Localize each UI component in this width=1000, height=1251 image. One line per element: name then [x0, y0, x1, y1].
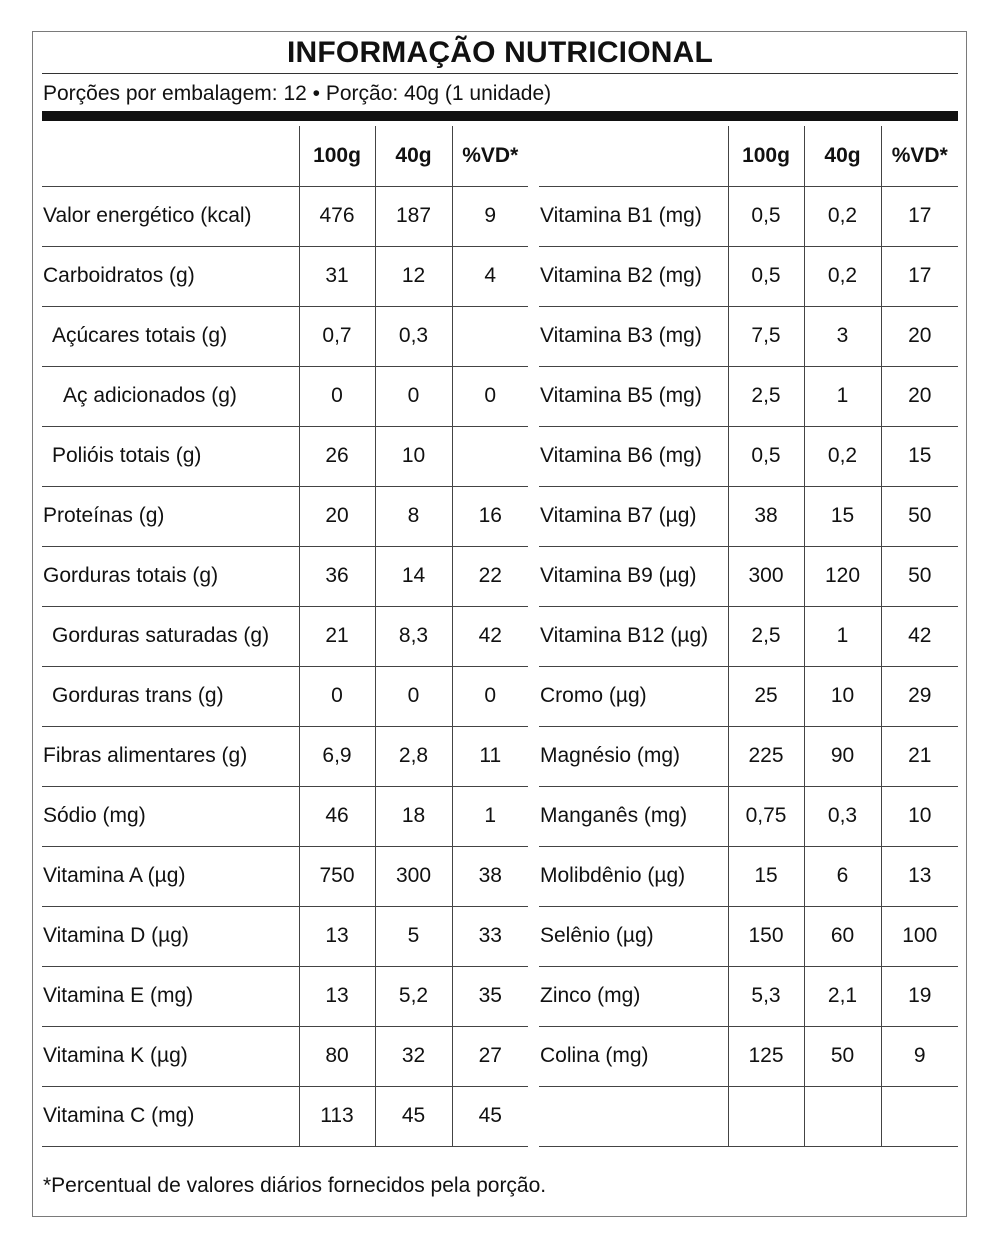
value-100g: 225 — [728, 726, 804, 786]
value-vd — [881, 1086, 958, 1146]
value-100g: 476 — [299, 186, 375, 246]
value-40g: 300 — [375, 846, 452, 906]
value-100g: 2,5 — [728, 366, 804, 426]
value-40g: 12 — [375, 246, 452, 306]
value-40g: 8 — [375, 486, 452, 546]
value-100g: 38 — [728, 486, 804, 546]
nutrient-name: Fibras alimentares (g) — [42, 726, 299, 786]
value-40g: 50 — [804, 1026, 881, 1086]
value-vd: 45 — [452, 1086, 528, 1146]
value-40g: 3 — [804, 306, 881, 366]
value-100g: 750 — [299, 846, 375, 906]
nutrient-name: Vitamina K (µg) — [42, 1026, 299, 1086]
value-vd: 27 — [452, 1026, 528, 1086]
nutrient-name: Vitamina B12 (µg) — [539, 606, 728, 666]
label-title: INFORMAÇÃO NUTRICIONAL — [286, 36, 714, 69]
nutrient-name: Zinco (mg) — [539, 966, 728, 1026]
nutrient-name: Selênio (µg) — [539, 906, 728, 966]
table-row — [539, 906, 958, 966]
value-40g: 5,2 — [375, 966, 452, 1026]
value-40g: 90 — [804, 726, 881, 786]
table-row — [539, 186, 958, 246]
value-vd: 19 — [881, 966, 958, 1026]
value-40g: 10 — [375, 426, 452, 486]
value-100g: 36 — [299, 546, 375, 606]
nutrient-name: Vitamina C (mg) — [42, 1086, 299, 1146]
value-40g: 8,3 — [375, 606, 452, 666]
nutrient-name: Gorduras trans (g) — [42, 666, 299, 726]
value-40g: 32 — [375, 1026, 452, 1086]
header-100g: 100g — [299, 126, 375, 186]
table-row — [539, 606, 958, 666]
value-vd: 1 — [452, 786, 528, 846]
value-vd: 33 — [452, 906, 528, 966]
nutrient-name: Colina (mg) — [539, 1026, 728, 1086]
value-vd: 42 — [452, 606, 528, 666]
value-100g: 25 — [728, 666, 804, 726]
value-vd: 9 — [452, 186, 528, 246]
value-vd: 17 — [881, 186, 958, 246]
table-header-row — [539, 126, 958, 186]
header-40g: 40g — [804, 126, 881, 186]
value-100g: 13 — [299, 906, 375, 966]
table-row — [42, 846, 528, 906]
table-row — [539, 246, 958, 306]
table-row — [42, 246, 528, 306]
table-row — [539, 726, 958, 786]
value-40g: 10 — [804, 666, 881, 726]
header-100g: 100g — [728, 126, 804, 186]
value-vd: 11 — [452, 726, 528, 786]
table-row — [42, 966, 528, 1026]
value-40g: 0,2 — [804, 186, 881, 246]
header-vd: %VD* — [881, 126, 958, 186]
nutrient-name: Vitamina B3 (mg) — [539, 306, 728, 366]
value-100g: 6,9 — [299, 726, 375, 786]
table-row — [42, 426, 528, 486]
value-vd: 13 — [881, 846, 958, 906]
value-vd: 15 — [881, 426, 958, 486]
value-40g: 1 — [804, 366, 881, 426]
table-row — [539, 366, 958, 426]
value-100g: 26 — [299, 426, 375, 486]
value-40g: 187 — [375, 186, 452, 246]
table-row — [539, 786, 958, 846]
value-40g: 14 — [375, 546, 452, 606]
value-40g: 60 — [804, 906, 881, 966]
nutrient-name: Vitamina B6 (mg) — [539, 426, 728, 486]
value-vd: 21 — [881, 726, 958, 786]
nutrient-name: Açúcares totais (g) — [42, 306, 299, 366]
table-row — [539, 1026, 958, 1086]
table-row — [539, 306, 958, 366]
value-100g: 2,5 — [728, 606, 804, 666]
value-40g: 5 — [375, 906, 452, 966]
header-vd: %VD* — [452, 126, 528, 186]
value-100g: 0,5 — [728, 426, 804, 486]
table-row — [539, 1086, 958, 1146]
value-40g: 0 — [375, 666, 452, 726]
nutrient-name: Manganês (mg) — [539, 786, 728, 846]
thick-divider — [42, 111, 958, 121]
nutrient-table-left — [42, 126, 528, 1147]
value-40g — [804, 1086, 881, 1146]
value-100g: 5,3 — [728, 966, 804, 1026]
nutrient-name: Vitamina D (µg) — [42, 906, 299, 966]
value-40g: 2,8 — [375, 726, 452, 786]
value-40g: 18 — [375, 786, 452, 846]
value-40g: 0,3 — [375, 306, 452, 366]
table-row — [42, 306, 528, 366]
value-100g: 0,75 — [728, 786, 804, 846]
value-40g: 0 — [375, 366, 452, 426]
nutrient-name: Gorduras saturadas (g) — [42, 606, 299, 666]
value-100g: 0,5 — [728, 246, 804, 306]
value-vd: 17 — [881, 246, 958, 306]
nutrient-name: Gorduras totais (g) — [42, 546, 299, 606]
nutrient-name: Magnésio (mg) — [539, 726, 728, 786]
serving-info: Porções por embalagem: 12 • Porção: 40g (1 unidade) — [43, 82, 552, 105]
value-vd: 10 — [881, 786, 958, 846]
table-row — [539, 846, 958, 906]
value-vd — [452, 306, 528, 366]
value-100g: 125 — [728, 1026, 804, 1086]
value-100g: 300 — [728, 546, 804, 606]
table-row — [539, 486, 958, 546]
nutrient-name: Sódio (mg) — [42, 786, 299, 846]
value-vd: 50 — [881, 486, 958, 546]
value-100g: 46 — [299, 786, 375, 846]
table-row — [42, 786, 528, 846]
header-nutrient-blank — [42, 126, 299, 186]
table-header-row — [42, 126, 528, 186]
table-row — [539, 666, 958, 726]
value-100g: 0,7 — [299, 306, 375, 366]
nutrient-name: Vitamina B2 (mg) — [539, 246, 728, 306]
value-vd: 35 — [452, 966, 528, 1026]
nutrient-name — [539, 1086, 728, 1146]
value-40g: 0,2 — [804, 426, 881, 486]
value-100g: 0 — [299, 666, 375, 726]
table-row — [539, 426, 958, 486]
table-row — [539, 966, 958, 1026]
nutrient-name: Vitamina B5 (mg) — [539, 366, 728, 426]
nutrient-name: Vitamina B1 (mg) — [539, 186, 728, 246]
value-100g — [728, 1086, 804, 1146]
nutrient-table-right — [539, 126, 958, 1147]
value-100g: 0,5 — [728, 186, 804, 246]
table-row — [42, 366, 528, 426]
value-100g: 20 — [299, 486, 375, 546]
nutrient-name: Valor energético (kcal) — [42, 186, 299, 246]
value-100g: 15 — [728, 846, 804, 906]
nutrient-name: Vitamina A (µg) — [42, 846, 299, 906]
value-vd: 20 — [881, 366, 958, 426]
nutrient-name: Polióis totais (g) — [42, 426, 299, 486]
value-100g: 21 — [299, 606, 375, 666]
value-vd: 22 — [452, 546, 528, 606]
value-vd: 0 — [452, 666, 528, 726]
value-40g: 2,1 — [804, 966, 881, 1026]
value-100g: 80 — [299, 1026, 375, 1086]
table-row — [42, 486, 528, 546]
table-row — [42, 666, 528, 726]
table-row — [42, 1026, 528, 1086]
table-row — [42, 186, 528, 246]
nutrient-name: Vitamina E (mg) — [42, 966, 299, 1026]
nutrient-name: Proteínas (g) — [42, 486, 299, 546]
title-divider — [42, 73, 958, 74]
value-100g: 31 — [299, 246, 375, 306]
nutrient-name: Molibdênio (µg) — [539, 846, 728, 906]
value-40g: 0,3 — [804, 786, 881, 846]
value-40g: 0,2 — [804, 246, 881, 306]
value-vd: 38 — [452, 846, 528, 906]
value-vd: 100 — [881, 906, 958, 966]
value-vd: 29 — [881, 666, 958, 726]
nutrient-name: Carboidratos (g) — [42, 246, 299, 306]
value-vd: 9 — [881, 1026, 958, 1086]
value-40g: 15 — [804, 486, 881, 546]
header-nutrient-blank — [539, 126, 728, 186]
value-40g: 6 — [804, 846, 881, 906]
footnote: *Percentual de valores diários fornecidos pela porção. — [43, 1174, 547, 1197]
value-vd: 50 — [881, 546, 958, 606]
value-100g: 113 — [299, 1086, 375, 1146]
value-vd: 16 — [452, 486, 528, 546]
value-100g: 150 — [728, 906, 804, 966]
table-row — [42, 606, 528, 666]
table-row — [539, 546, 958, 606]
value-40g: 45 — [375, 1086, 452, 1146]
table-row — [42, 1086, 528, 1146]
table-row — [42, 906, 528, 966]
value-100g: 7,5 — [728, 306, 804, 366]
value-vd: 20 — [881, 306, 958, 366]
value-100g: 13 — [299, 966, 375, 1026]
header-40g: 40g — [375, 126, 452, 186]
table-row — [42, 546, 528, 606]
value-vd: 42 — [881, 606, 958, 666]
value-100g: 0 — [299, 366, 375, 426]
nutrient-name: Aç adicionados (g) — [42, 366, 299, 426]
nutrient-name: Cromo (µg) — [539, 666, 728, 726]
table-row — [42, 726, 528, 786]
value-40g: 120 — [804, 546, 881, 606]
nutrient-name: Vitamina B9 (µg) — [539, 546, 728, 606]
value-vd: 0 — [452, 366, 528, 426]
value-vd — [452, 426, 528, 486]
value-40g: 1 — [804, 606, 881, 666]
value-vd: 4 — [452, 246, 528, 306]
nutrient-name: Vitamina B7 (µg) — [539, 486, 728, 546]
